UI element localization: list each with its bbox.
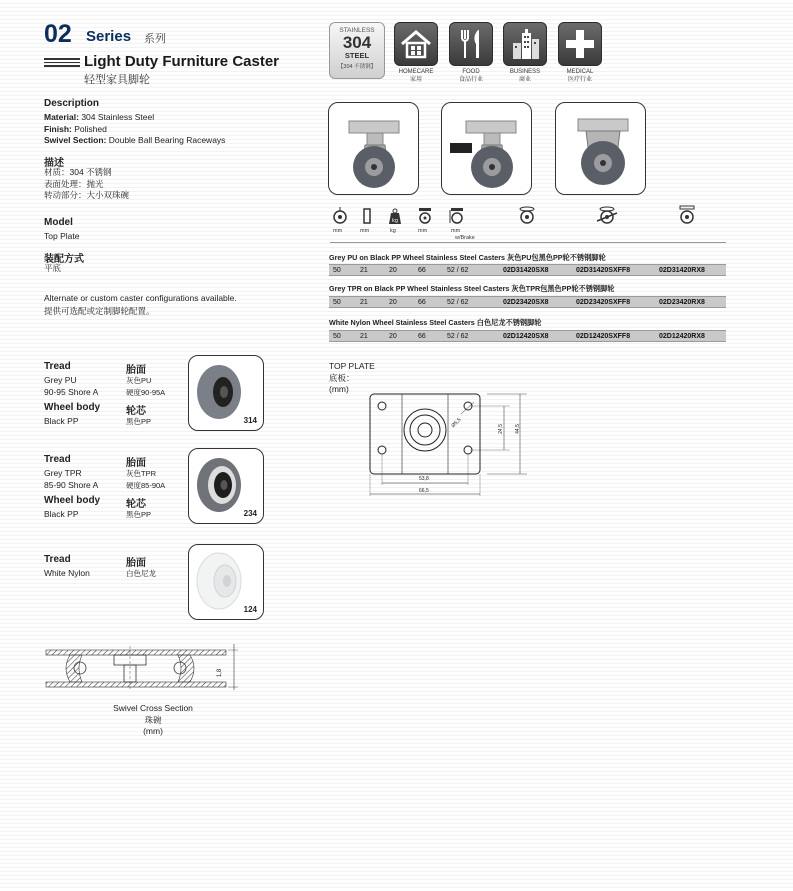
tread-spec-cn: 灰色TPR 硬度85-90A: [126, 469, 166, 490]
dim-height-outer: 44,5: [514, 424, 521, 434]
top-plate-label: TOP PLATE 底板： (mm): [329, 361, 375, 394]
body-spec-cn: 黑色PP: [126, 510, 152, 519]
body-heading-cn: 轮芯: [126, 499, 146, 510]
body-spec: Black PP: [44, 416, 79, 426]
cell: 50: [333, 332, 341, 340]
swivel-cross-section-drawing: [42, 642, 242, 697]
model-heading-cn: 装配方式: [44, 254, 84, 265]
cell: 52 / 62: [447, 298, 469, 306]
wheel-number: 314: [243, 416, 257, 425]
badge-line2: 304: [342, 33, 372, 52]
stainless-steel-badge: [329, 22, 385, 79]
code-brake: 02D31420SXFF8: [576, 266, 631, 274]
table3-row: [329, 330, 726, 342]
model-value: Top Plate: [44, 231, 80, 241]
custom-note-cn: 提供可选配或定制脚轮配置。: [44, 306, 155, 316]
cell: 20: [389, 332, 397, 340]
code-swivel: 02D31420SX8: [503, 266, 549, 274]
unit-offset: mm: [451, 228, 461, 234]
caster-photo-rigid: [555, 102, 646, 195]
body-spec-cn: 黑色PP: [126, 417, 152, 426]
wheel-234-image: [188, 448, 264, 524]
table3-title: White Nylon Wheel Stainless Steel Casters 白色尼龙不锈钢脚轮: [329, 318, 542, 327]
wheel-diameter-icon: [332, 207, 348, 230]
load-weight-icon: [388, 207, 402, 230]
unit-diameter: mm: [333, 228, 343, 234]
model-value-cn: 平底: [44, 263, 62, 273]
tread-heading-cn: 胎面: [126, 558, 146, 569]
cross-section-dim: 1,8: [217, 668, 224, 678]
table2-row: [329, 296, 726, 308]
wheel-314-image: [188, 355, 264, 431]
medical-cross-icon: [558, 22, 602, 66]
code-swivel: 02D12420SX8: [503, 332, 549, 340]
wheel-width-icon: [362, 207, 372, 230]
body-heading: Wheel body: [44, 495, 101, 506]
badge-line4: 【304 不锈钢】: [337, 64, 377, 70]
cell: 52 / 62: [447, 332, 469, 340]
tread-spec-cn: 灰色PU 硬度90-95A: [126, 376, 166, 397]
tread-spec: Grey TPR 85-90 Shore A: [44, 468, 99, 490]
series-number: 02: [44, 20, 72, 48]
svg-text:kg: kg: [391, 218, 399, 224]
series-cn: 系列: [144, 33, 166, 45]
body-spec: Black PP: [44, 509, 79, 519]
description-heading-cn: 描述: [44, 158, 64, 169]
unit-width: mm: [360, 228, 370, 234]
tread-spec: White Nylon: [44, 568, 90, 578]
cell: 21: [360, 266, 368, 274]
title-rule: [44, 58, 80, 69]
caster-photo-swivel: [328, 102, 419, 195]
description-heading: Description: [44, 98, 100, 109]
table1-row: [329, 264, 726, 276]
swivel-caster-icon: [517, 205, 537, 230]
wheel-number: 234: [243, 509, 257, 518]
cell: 20: [389, 266, 397, 274]
category-homecare: HOMECARE 家用: [398, 69, 434, 83]
category-medical: MEDICAL 医疗行业: [566, 69, 594, 83]
cell: 21: [360, 298, 368, 306]
cell: 20: [389, 298, 397, 306]
tread-heading: Tread: [44, 361, 71, 372]
code-swivel: 02D23420SX8: [503, 298, 549, 306]
tread-spec: Grey PU 90-95 Shore A: [44, 375, 99, 397]
code-rigid: 02D23420RX8: [659, 298, 705, 306]
tread-heading: Tread: [44, 454, 71, 465]
cross-section-label: Swivel Cross Section 珠碗 (mm): [113, 703, 193, 736]
tread-heading: Tread: [44, 554, 71, 565]
badge-line3: STEEL: [344, 51, 370, 60]
building-icon: [503, 22, 547, 66]
body-heading-cn: 轮芯: [126, 406, 146, 417]
dim-width-inner: 53,8: [419, 476, 429, 482]
offset-height-icon: [449, 207, 465, 230]
series-word: Series: [86, 28, 132, 45]
top-plate-drawing: [362, 390, 537, 505]
body-heading: Wheel body: [44, 402, 101, 413]
code-rigid: 02D12420RX8: [659, 332, 705, 340]
badge-line1: STAINLESS: [339, 27, 375, 34]
cell: 50: [333, 298, 341, 306]
wheel-124-image: [188, 544, 264, 620]
page-title-cn: 轻型家具脚轮: [84, 74, 150, 86]
code-brake: 02D12420SXFF8: [576, 332, 631, 340]
cell: 21: [360, 332, 368, 340]
house-icon: [394, 22, 438, 66]
page-title: Light Duty Furniture Caster: [84, 53, 280, 70]
description-cn-lines: 材质：304 不锈钢 表面处理：抛光 转动部分：大小双珠碗: [44, 167, 130, 200]
custom-note: Alternate or custom caster configurations available.: [44, 293, 237, 303]
cell: 52 / 62: [447, 266, 469, 274]
brake-caster-icon: [595, 205, 619, 230]
cell: 66: [418, 332, 426, 340]
tread-heading-cn: 胎面: [126, 365, 146, 376]
description-lines: Material: 304 Stainless Steel Finish: Polished Swivel Section: Double Ball Bearing Raceways: [44, 112, 226, 145]
caster-photo-brake: [441, 102, 532, 195]
tread-heading-cn: 胎面: [126, 458, 146, 469]
unit-load: kg: [390, 228, 396, 234]
wheel-number: 124: [243, 605, 257, 614]
category-food: FOOD 食品行业: [458, 69, 483, 83]
overall-height-icon: [417, 207, 433, 230]
table2-title: Grey TPR on Black PP Wheel Stainless Steel Casters 灰色TPR包黑色PP轮不锈钢脚轮: [329, 284, 615, 293]
cell: 50: [333, 266, 341, 274]
model-heading: Model: [44, 217, 73, 228]
fork-knife-icon: [449, 22, 493, 66]
code-rigid: 02D31420RX8: [659, 266, 705, 274]
unit-height: mm: [418, 228, 428, 234]
cell: 66: [418, 298, 426, 306]
tread-spec-cn: 白色尼龙: [126, 569, 156, 578]
dim-hole: Ø5,5: [450, 417, 463, 429]
cell: 66: [418, 266, 426, 274]
code-brake: 02D23420SXFF8: [576, 298, 631, 306]
category-business: BUSINESS 商业: [509, 69, 541, 83]
unit-brake: w/Brake: [455, 235, 475, 241]
dim-width-outer: 66,5: [419, 488, 429, 494]
table1-title: Grey PU on Black PP Wheel Stainless Steel Casters 灰色PU包黑色PP轮不锈钢脚轮: [329, 253, 606, 262]
dim-height-inner: 24,5: [497, 424, 504, 434]
rigid-caster-icon: [677, 205, 697, 230]
